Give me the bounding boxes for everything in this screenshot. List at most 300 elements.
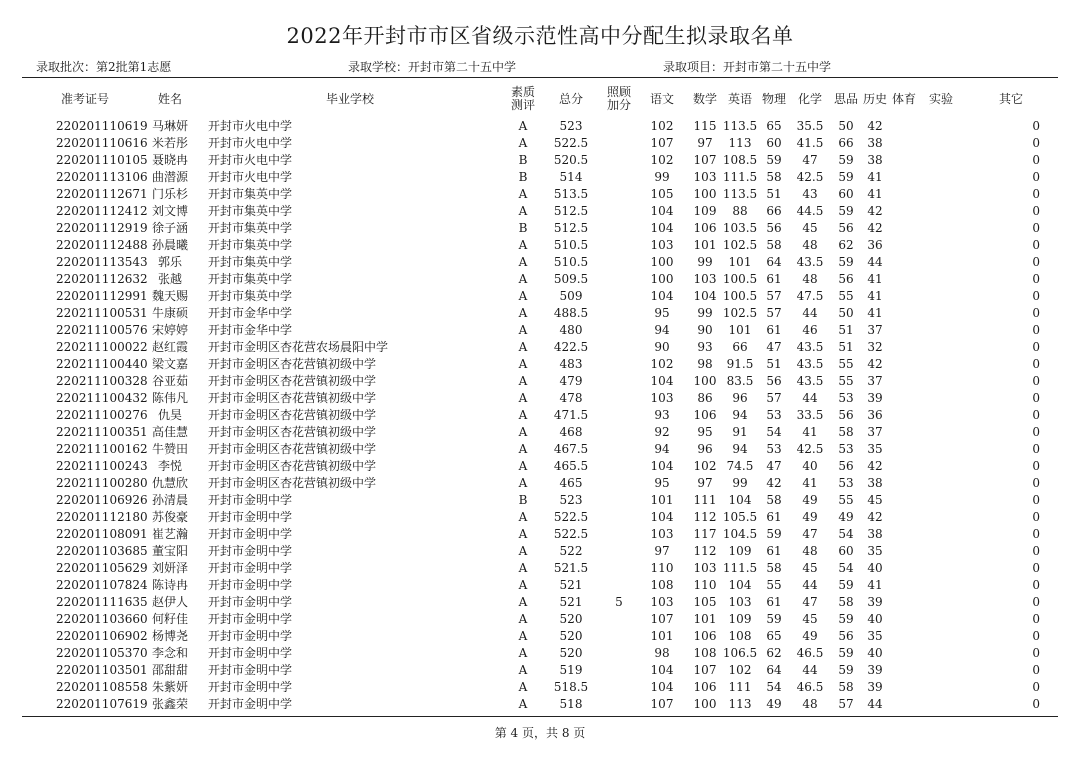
cell-total: 510.5 [553,255,589,269]
cell-math: 109 [693,204,717,218]
col-politics: 思品 [833,91,858,106]
cell-pe [890,322,918,339]
cell-math: 112 [693,544,717,558]
cell-politics: 50 [838,119,854,133]
table-row [22,611,1058,628]
col-math: 数学 [692,91,717,106]
cell-lab [918,322,964,339]
table-row [22,543,1058,560]
cell-exam-no: 220201112412 [56,204,148,218]
cell-politics: 56 [838,221,854,235]
cell-exam-no: 220201103685 [56,544,148,558]
cell-history: 41 [867,272,883,286]
cell-school: 开封市金明区杏花营镇初级中学 [208,408,377,422]
cell-quality: A [518,374,528,388]
cell-physics: 53 [766,408,782,422]
cell-total: 471.5 [553,408,589,422]
cell-care [604,611,634,628]
cell-chemistry: 42.5 [796,442,824,456]
cell-physics: 65 [766,629,782,643]
cell-quality: A [518,612,528,626]
cell-chemistry: 44 [802,663,818,677]
cell-total: 522 [559,544,583,558]
cell-school: 开封市金明中学 [208,697,293,711]
admission-table [22,80,1058,713]
cell-school: 开封市金明区杏花营镇初级中学 [208,357,377,371]
cell-total: 520.5 [553,153,589,167]
table-row [22,560,1058,577]
cell-lab [918,492,964,509]
table-row [22,679,1058,696]
cell-total: 521.5 [553,561,589,575]
cell-exam-no: 220201110619 [56,119,148,133]
cell-politics: 59 [838,153,854,167]
cell-history: 39 [867,391,883,405]
cell-quality: A [518,238,528,252]
cell-chinese: 95 [654,476,670,490]
cell-name: 牛赞田 [151,442,188,456]
cell-total: 520 [559,629,583,643]
bottom-rule [22,716,1058,717]
cell-chinese: 97 [654,544,670,558]
cell-lab [918,203,964,220]
cell-pe [890,662,918,679]
cell-history: 42 [867,510,883,524]
cell-quality: A [518,187,528,201]
cell-total: 465.5 [553,459,589,473]
cell-other: 0 [1032,493,1041,507]
cell-math: 110 [693,578,717,592]
cell-politics: 59 [838,612,854,626]
cell-math: 117 [693,527,717,541]
cell-other: 0 [1032,544,1041,558]
cell-chemistry: 44.5 [796,204,824,218]
cell-name: 米若彤 [151,136,188,150]
cell-math: 95 [697,425,713,439]
cell-total: 483 [559,357,583,371]
cell-physics: 64 [766,663,782,677]
cell-history: 37 [867,425,883,439]
cell-name: 仇昊 [157,408,182,422]
cell-total: 509.5 [553,272,589,286]
cell-other: 0 [1032,170,1041,184]
cell-care [604,186,634,203]
cell-math: 107 [693,663,717,677]
cell-lab [918,339,964,356]
cell-school: 开封市金明区杏花营镇初级中学 [208,374,377,388]
cell-name: 张鑫荣 [151,697,188,711]
cell-name: 仇慧欣 [151,476,188,490]
cell-care [604,577,634,594]
cell-physics: 59 [766,527,782,541]
cell-english: 113 [728,136,752,150]
cell-pe [890,628,918,645]
cell-chinese: 94 [654,323,670,337]
cell-english: 103 [728,595,752,609]
cell-total: 521 [559,595,583,609]
cell-lab [918,305,964,322]
cell-total: 512.5 [553,204,589,218]
cell-history: 42 [867,459,883,473]
cell-chinese: 105 [650,187,674,201]
table-row [22,577,1058,594]
cell-lab [918,186,964,203]
cell-chinese: 104 [650,680,674,694]
cell-total: 480 [559,323,583,337]
cell-lab [918,424,964,441]
cell-care [604,645,634,662]
cell-chinese: 103 [650,527,674,541]
cell-total: 519 [559,663,583,677]
cell-pe [890,152,918,169]
cell-exam-no: 220201108558 [56,680,148,694]
cell-other: 0 [1032,306,1041,320]
cell-other: 0 [1032,119,1041,133]
cell-total: 488.5 [553,306,589,320]
cell-exam-no: 220211100276 [56,408,148,422]
cell-school: 开封市集英中学 [208,187,293,201]
col-quality-line2: 测评 [510,98,535,112]
cell-math: 103 [693,272,717,286]
cell-physics: 61 [766,323,782,337]
cell-quality: A [518,680,528,694]
cell-history: 40 [867,646,883,660]
cell-math: 104 [693,289,717,303]
table-row [22,220,1058,237]
cell-pe [890,611,918,628]
table-row [22,424,1058,441]
cell-physics: 53 [766,442,782,456]
cell-quality: B [518,493,528,507]
cell-total: 479 [559,374,583,388]
cell-total: 521 [559,578,583,592]
cell-physics: 54 [766,425,782,439]
cell-care [604,254,634,271]
cell-name: 曲潜源 [151,170,188,184]
cell-exam-no: 220201112180 [56,510,148,524]
cell-exam-no: 220201103660 [56,612,148,626]
cell-name: 梁文嘉 [151,357,188,371]
cell-other: 0 [1032,391,1041,405]
cell-quality: A [518,697,528,711]
cell-pe [890,543,918,560]
col-other: 其它 [999,91,1024,106]
cell-name: 门乐杉 [151,187,188,201]
cell-english: 102.5 [722,238,758,252]
cell-history: 42 [867,119,883,133]
cell-school: 开封市金明区杏花营镇初级中学 [208,459,377,473]
cell-school: 开封市金明区杏花营镇初级中学 [208,442,377,456]
cell-exam-no: 220211100351 [56,425,148,439]
cell-lab [918,475,964,492]
cell-lab [918,628,964,645]
cell-care [604,526,634,543]
cell-lab [918,407,964,424]
cell-exam-no: 220201112671 [56,187,148,201]
cell-politics: 55 [838,374,854,388]
cell-exam-no: 220211100440 [56,357,148,371]
cell-name: 李念和 [151,646,188,660]
cell-other: 0 [1032,442,1041,456]
table-row [22,458,1058,475]
cell-chinese: 93 [654,408,670,422]
cell-other: 0 [1032,527,1041,541]
cell-care [604,628,634,645]
cell-total: 422.5 [553,340,589,354]
cell-lab [918,356,964,373]
cell-chinese: 104 [650,289,674,303]
cell-politics: 53 [838,391,854,405]
cell-school: 开封市金明中学 [208,612,293,626]
cell-care [604,339,634,356]
table-header-row [22,80,1058,118]
cell-history: 39 [867,663,883,677]
cell-math: 93 [697,340,713,354]
admission-item: 录取项目：开封市第二十五中学 [663,60,832,74]
cell-history: 38 [867,153,883,167]
cell-history: 41 [867,306,883,320]
cell-quality: A [518,323,528,337]
cell-care [604,237,634,254]
cell-history: 44 [867,697,883,711]
cell-physics: 59 [766,612,782,626]
cell-history: 32 [867,340,883,354]
cell-exam-no: 220201103501 [56,663,148,677]
table-row [22,696,1058,713]
cell-chinese: 98 [654,646,670,660]
cell-total: 512.5 [553,221,589,235]
cell-quality: A [518,408,528,422]
cell-quality: B [518,170,528,184]
cell-other: 0 [1032,476,1041,490]
cell-quality: A [518,663,528,677]
cell-chemistry: 46.5 [796,646,824,660]
cell-pe [890,509,918,526]
col-care [604,80,634,118]
cell-care [604,322,634,339]
cell-name: 聂晓冉 [151,153,188,167]
cell-chemistry: 33.5 [796,408,824,422]
cell-other: 0 [1032,187,1041,201]
cell-total: 518.5 [553,680,589,694]
cell-exam-no: 220211100432 [56,391,148,405]
cell-care [604,305,634,322]
cell-chemistry: 41.5 [796,136,824,150]
cell-quality: A [518,646,528,660]
cell-pe [890,696,918,713]
table-row [22,509,1058,526]
cell-politics: 59 [838,204,854,218]
cell-quality: A [518,272,528,286]
cell-quality: A [518,476,528,490]
cell-name: 郭乐 [157,255,182,269]
cell-name: 陈诗冉 [151,578,188,592]
cell-exam-no: 220201112991 [56,289,148,303]
cell-pe [890,390,918,407]
cell-pe [890,407,918,424]
cell-physics: 65 [766,119,782,133]
cell-lab [918,577,964,594]
cell-school: 开封市金明中学 [208,493,293,507]
cell-english: 99 [732,476,748,490]
cell-chinese: 104 [650,204,674,218]
cell-chemistry: 43.5 [796,255,824,269]
cell-care: 5 [615,595,623,609]
table-row [22,594,1058,611]
cell-physics: 57 [766,306,782,320]
cell-other: 0 [1032,595,1041,609]
cell-quality: A [518,544,528,558]
cell-pe [890,373,918,390]
cell-history: 35 [867,629,883,643]
cell-lab [918,373,964,390]
cell-care [604,220,634,237]
cell-quality: A [518,357,528,371]
cell-chemistry: 43.5 [796,340,824,354]
cell-physics: 57 [766,391,782,405]
cell-math: 100 [693,697,717,711]
cell-chemistry: 47 [802,527,818,541]
cell-english: 104 [728,578,752,592]
col-care-line2: 加分 [606,98,631,112]
cell-physics: 51 [766,187,782,201]
cell-quality: A [518,561,528,575]
cell-other: 0 [1032,680,1041,694]
cell-care [604,203,634,220]
cell-chinese: 101 [650,629,674,643]
cell-school: 开封市火电中学 [208,170,293,184]
cell-physics: 51 [766,357,782,371]
cell-school: 开封市金明中学 [208,510,293,524]
cell-math: 105 [693,595,717,609]
cell-total: 509 [559,289,583,303]
cell-other: 0 [1032,255,1041,269]
cell-lab [918,152,964,169]
cell-lab [918,441,964,458]
cell-school: 开封市金明中学 [208,561,293,575]
cell-lab [918,611,964,628]
admission-school: 录取学校：开封市第二十五中学 [348,60,517,74]
cell-english: 108 [728,629,752,643]
cell-math: 98 [697,357,713,371]
cell-history: 37 [867,323,883,337]
cell-school: 开封市金明中学 [208,595,293,609]
cell-total: 465 [559,476,583,490]
cell-care [604,118,634,135]
cell-name: 刘妍泽 [151,561,188,575]
cell-math: 103 [693,170,717,184]
cell-quality: A [518,578,528,592]
cell-school: 开封市金明区杏花营镇初级中学 [208,476,377,490]
cell-school: 开封市火电中学 [208,136,293,150]
cell-chemistry: 45 [802,221,818,235]
cell-english: 96 [732,391,748,405]
cell-name: 魏天赐 [151,289,188,303]
cell-pe [890,305,918,322]
table-row [22,441,1058,458]
col-physics: 物理 [761,91,786,106]
cell-school: 开封市金明中学 [208,527,293,541]
cell-math: 112 [693,510,717,524]
cell-lab [918,135,964,152]
cell-physics: 56 [766,374,782,388]
cell-pe [890,271,918,288]
cell-exam-no: 220201105629 [56,561,148,575]
cell-other: 0 [1032,204,1041,218]
cell-history: 36 [867,238,883,252]
cell-chemistry: 45 [802,561,818,575]
cell-chinese: 94 [654,442,670,456]
cell-name: 邵甜甜 [151,663,188,677]
table-row [22,475,1058,492]
cell-math: 115 [693,119,717,133]
cell-chinese: 90 [654,340,670,354]
cell-total: 467.5 [553,442,589,456]
cell-exam-no: 220211100243 [56,459,148,473]
cell-math: 108 [693,646,717,660]
cell-english: 104.5 [722,527,758,541]
cell-chinese: 108 [650,578,674,592]
cell-name: 赵伊人 [151,595,188,609]
cell-other: 0 [1032,578,1041,592]
cell-care [604,407,634,424]
page-title: 2022年开封市市区省级示范性高中分配生拟录取名单 [286,24,794,48]
cell-chemistry: 47.5 [796,289,824,303]
cell-exam-no: 220211100576 [56,323,148,337]
cell-politics: 59 [838,170,854,184]
cell-english: 105.5 [722,510,758,524]
cell-math: 103 [693,561,717,575]
cell-exam-no: 220201112488 [56,238,148,252]
cell-politics: 58 [838,595,854,609]
cell-history: 41 [867,289,883,303]
cell-chinese: 107 [650,136,674,150]
cell-english: 91.5 [726,357,754,371]
cell-history: 42 [867,357,883,371]
cell-lab [918,662,964,679]
cell-politics: 59 [838,663,854,677]
cell-physics: 54 [766,680,782,694]
cell-pe [890,288,918,305]
cell-politics: 56 [838,408,854,422]
cell-math: 99 [697,306,713,320]
cell-physics: 57 [766,289,782,303]
cell-name: 董宝阳 [151,544,188,558]
cell-exam-no: 220201106902 [56,629,148,643]
cell-other: 0 [1032,663,1041,677]
col-lab: 实验 [928,91,953,106]
cell-lab [918,696,964,713]
cell-care [604,373,634,390]
cell-other: 0 [1032,289,1041,303]
cell-physics: 42 [766,476,782,490]
cell-politics: 56 [838,459,854,473]
cell-exam-no: 220201113106 [56,170,148,184]
cell-math: 102 [693,459,717,473]
cell-chinese: 92 [654,425,670,439]
cell-politics: 49 [838,510,854,524]
table-body [22,118,1058,713]
cell-politics: 58 [838,680,854,694]
cell-history: 38 [867,136,883,150]
cell-total: 468 [559,425,583,439]
table-row [22,645,1058,662]
cell-chemistry: 47 [802,153,818,167]
col-exam-no: 准考证号 [60,91,109,106]
table-row [22,662,1058,679]
cell-school: 开封市火电中学 [208,119,293,133]
cell-exam-no: 220201111635 [56,595,148,609]
